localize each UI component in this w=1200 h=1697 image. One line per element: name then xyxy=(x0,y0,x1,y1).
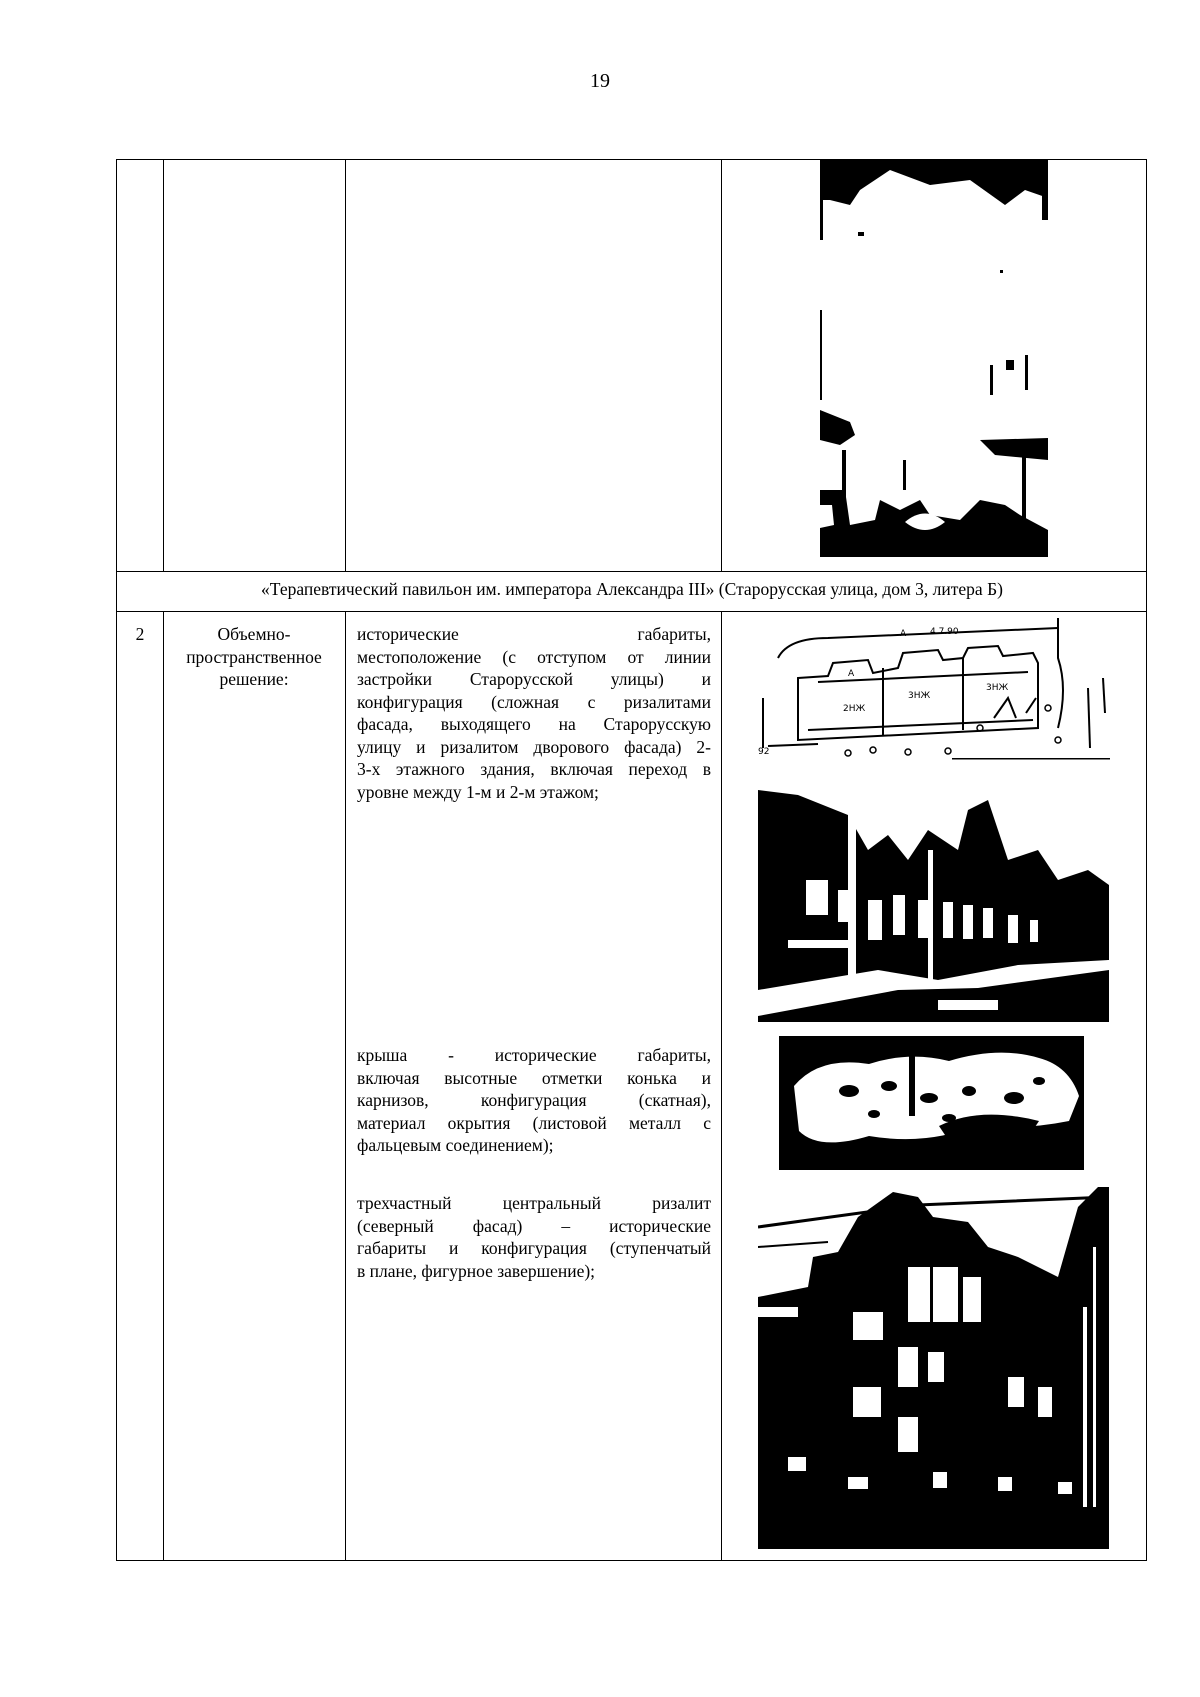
protected-item-central-risalit xyxy=(357,1192,711,1282)
item-line: исторические габариты, xyxy=(357,624,711,644)
col-divider-3-upper xyxy=(721,159,722,572)
site-plan-label: 4 7.90 xyxy=(930,627,959,637)
item-line: застройки Старорусской улицы) и xyxy=(357,669,711,689)
section-heading: «Терапевтический павильон им. императора Александра III» (Старорусская улица, дом 3, литера Б) xyxy=(261,579,1003,599)
site-plan-label: А xyxy=(900,629,907,639)
row-category xyxy=(166,623,342,691)
item-line: уровне между 1-м и 2-м этажом; xyxy=(357,781,599,802)
item-line: местоположение (с отступом от линии xyxy=(357,646,711,667)
col-divider-1-upper xyxy=(163,159,164,572)
item-line: крыша - исторические габариты, xyxy=(357,1045,711,1065)
site-plan-label: 92 xyxy=(758,747,770,757)
item-line: включая высотные отметки конька и xyxy=(357,1067,711,1088)
item-line: в плане, фигурное завершение); xyxy=(357,1260,596,1281)
page-number: 19 xyxy=(590,70,610,92)
item-line: карнизов, конфигурация (скатная), xyxy=(357,1090,711,1110)
item-line: фасада, выходящего на Старорусскую xyxy=(357,714,711,734)
item-line: трехчастный центральный ризалит xyxy=(357,1193,711,1213)
table-border-left xyxy=(116,159,117,1561)
item-line: габариты и конфигурация (ступенчатый xyxy=(357,1238,711,1258)
protected-item-roof xyxy=(357,1044,711,1157)
building-photo-fragment xyxy=(820,160,1048,557)
item-line: улицу и ризалитом дворового фасада) 2- xyxy=(357,736,711,757)
site-plan-label: 2НЖ xyxy=(843,704,866,714)
table-border-heading-bottom xyxy=(116,611,1147,612)
table-border-heading-top xyxy=(116,571,1147,572)
site-plan-label: 3НЖ xyxy=(986,683,1009,693)
site-plan-label: А xyxy=(848,669,855,679)
roof-photo xyxy=(779,1036,1084,1170)
table-border-right xyxy=(1146,159,1147,1561)
col-divider-2-lower xyxy=(345,611,346,1561)
item-line: материал окрытия (листовой металл с xyxy=(357,1112,711,1133)
protected-item-volume xyxy=(357,623,711,803)
category-line: решение: xyxy=(219,669,289,689)
col-divider-1-lower xyxy=(163,611,164,1561)
item-line: 3-х этажного здания, включая переход в xyxy=(357,759,711,779)
category-line: пространственное xyxy=(186,646,322,667)
site-plan-label: 3НЖ xyxy=(908,691,931,701)
item-line: фальцевым соединением); xyxy=(357,1135,554,1155)
category-line: Объемно- xyxy=(217,624,291,644)
item-line: конфигурация (сложная с ризалитами xyxy=(357,691,711,712)
facade-perspective-photo xyxy=(758,790,1109,1022)
site-plan-image xyxy=(758,618,1110,770)
row-number: 2 xyxy=(135,624,145,644)
table-border-bottom xyxy=(116,1560,1147,1561)
col-divider-2-upper xyxy=(345,159,346,572)
north-facade-photo xyxy=(758,1187,1109,1549)
item-line: (северный фасад) – исторические xyxy=(357,1215,711,1236)
col-divider-3-lower xyxy=(721,611,722,1561)
